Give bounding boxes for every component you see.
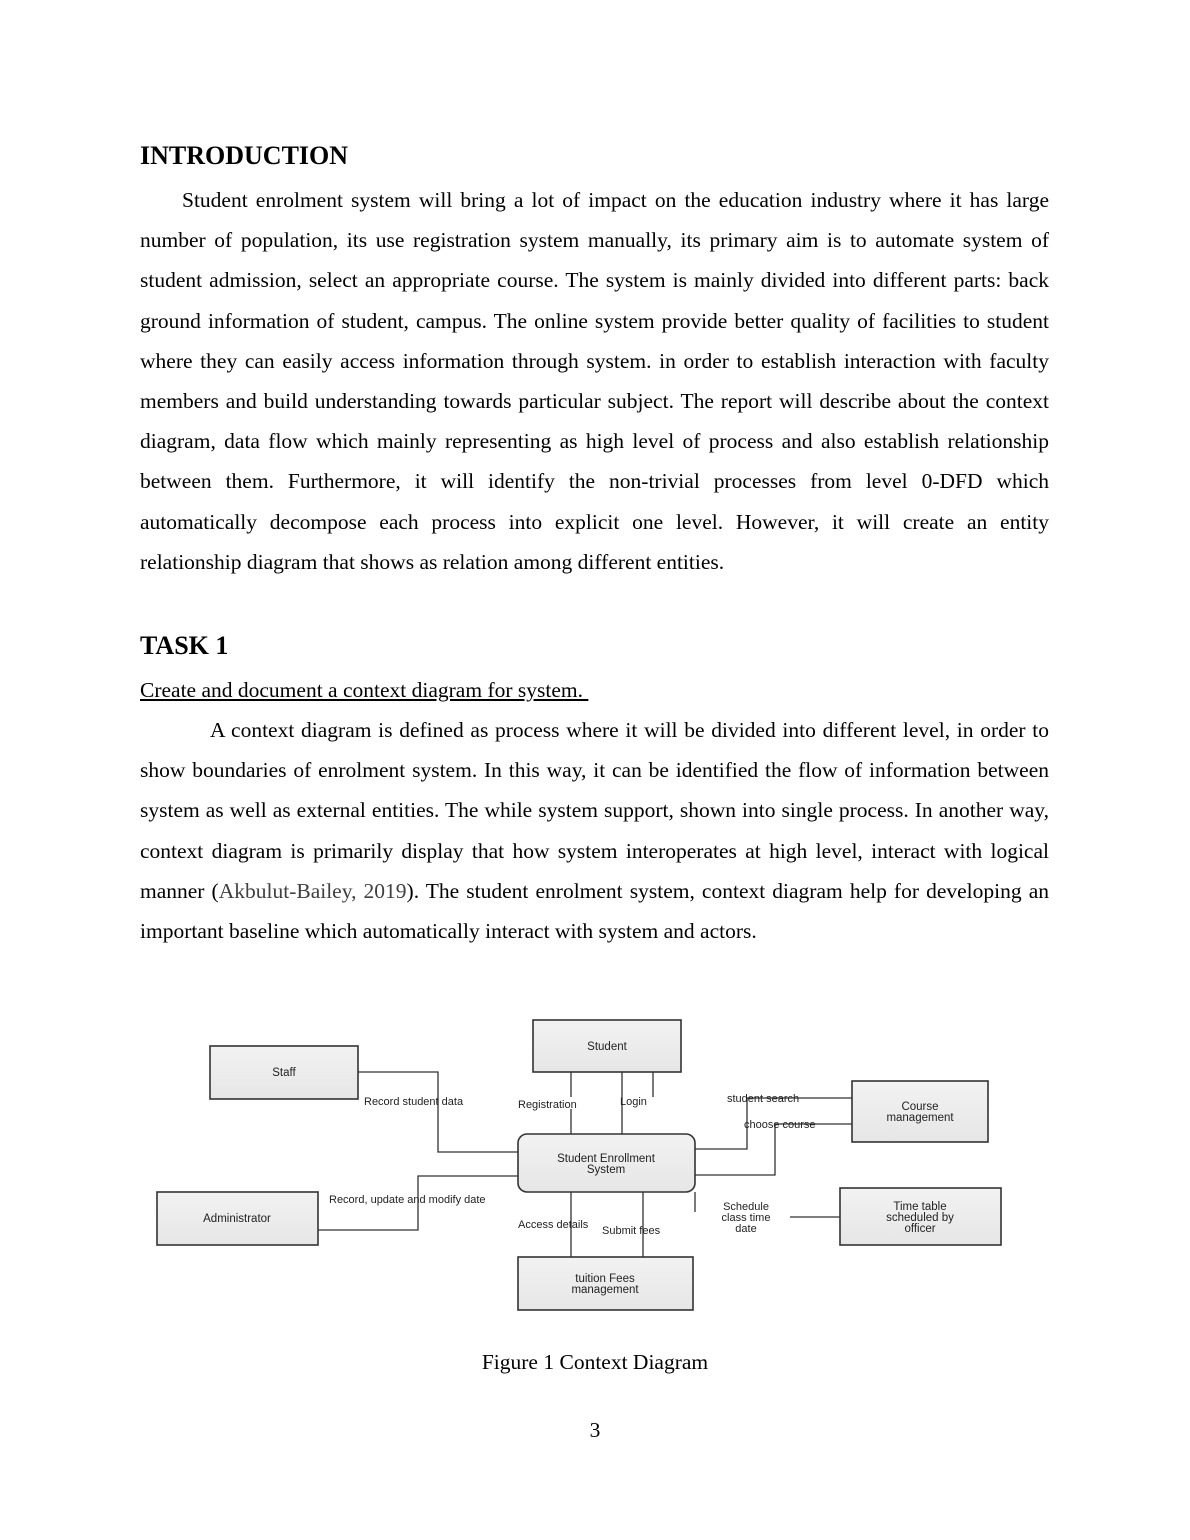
process-label-line1: Student Enrollment	[557, 1153, 655, 1165]
task1-subheading: Create and document a context diagram for system.	[140, 678, 589, 702]
fees-label-line2: management	[571, 1284, 639, 1296]
task1-heading: TASK 1	[140, 631, 229, 660]
task1-paragraph	[140, 710, 1049, 951]
fees-label-line1: tuition Fees	[575, 1273, 635, 1285]
flow-schedule-line1: Schedule	[723, 1201, 769, 1213]
flow-record-student-data: Record student data	[364, 1096, 464, 1108]
flow-student-search: student search	[727, 1093, 800, 1105]
context-diagram	[150, 1012, 1010, 1322]
flow-login: Login	[620, 1096, 647, 1108]
introduction-paragraph: Student enrolment system will bring a lot of impact on the education industry where it has large number of population, its use registration system manually, its primary aim is to automate system of student admission, select an appropriate course. The system is mainly divided into different parts: back ground information of student, campus. The online system provide better quality of facilities to student where they can easily access information through system. in order to establish interaction with faculty members and build understanding towards particular subject. The report will describe about the context diagram, data flow which mainly representing as high level of process and also establish relationship between them. Furthermore, it will identify the non-trivial processes from level 0-DFD which automatically decompose each process into explicit one level. However, it will create an entity relationship diagram that shows as relation among different entities.	[140, 188, 1049, 574]
flow-record-update-modify: Record, update and modify date	[329, 1194, 486, 1206]
page-number: 3	[589, 1418, 601, 1442]
course-label-line1: Course	[901, 1101, 939, 1113]
flow-schedule-line2: class time	[721, 1212, 771, 1224]
task1-paragraph-text: A context diagram is defined as process where it will be divided into different level, in order to show boundaries of enrolment system. In this way, it can be identified the flow of information between system as well as external entities. The while system support, shown into single process. In another way, context diagram is primarily display that how system interoperates at high level, interact with logical manner (	[140, 718, 1049, 903]
flow-choose-course: choose course	[744, 1119, 816, 1131]
flow-access-details: Access details	[518, 1219, 589, 1231]
timetable-label-line3: officer	[904, 1223, 936, 1235]
flow-registration: Registration	[518, 1099, 577, 1111]
flow-schedule-line3: date	[735, 1223, 757, 1235]
process-label-line2: System	[586, 1164, 626, 1176]
administrator-label: Administrator	[203, 1213, 271, 1225]
timetable-label-line2: scheduled by	[886, 1212, 954, 1224]
student-label: Student	[587, 1041, 627, 1053]
course-label-line2: management	[886, 1112, 954, 1124]
staff-label: Staff	[272, 1067, 296, 1079]
introduction-heading: INTRODUCTION	[140, 141, 349, 170]
citation-link[interactable]: Akbulut-Bailey, 2019	[218, 878, 407, 903]
timetable-label-line1: Time table	[893, 1201, 947, 1213]
flow-submit-fees: Submit fees	[602, 1225, 661, 1237]
figure-caption: Figure 1 Context Diagram	[481, 1350, 709, 1374]
task1-paragraph-text-end: ). The student enrolment system, context diagram help for developing an important baseline which automatically interact with system and actors.	[140, 878, 1049, 944]
staff-connector	[358, 1072, 518, 1152]
